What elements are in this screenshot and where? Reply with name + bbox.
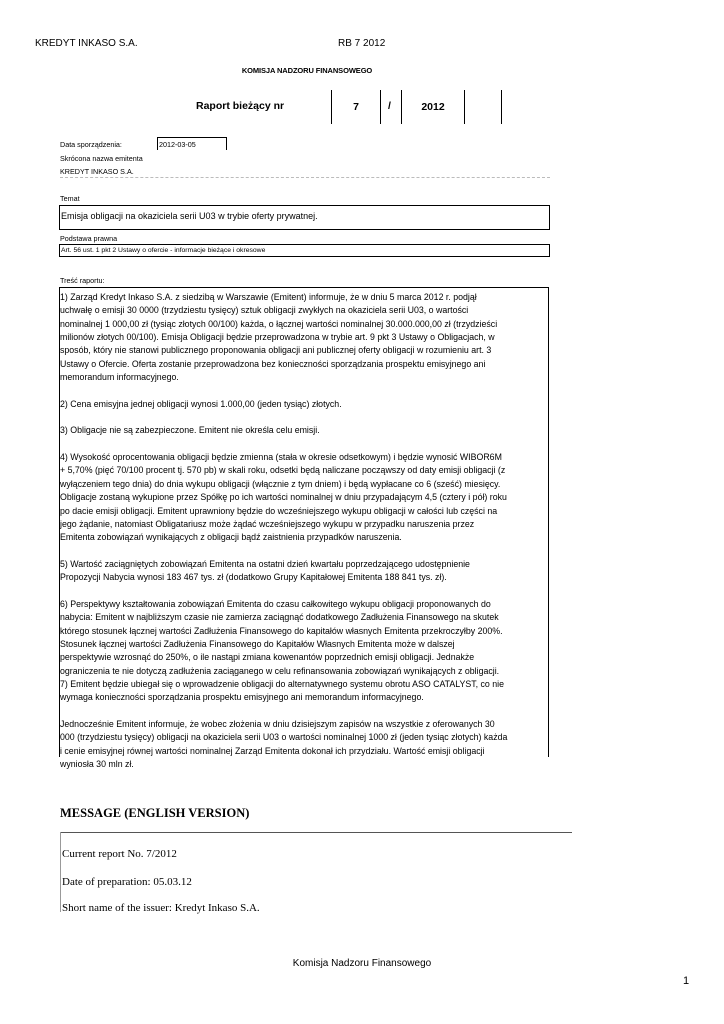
report-extra-box bbox=[464, 90, 502, 124]
content-paragraph-6: 6) Perspektywy kształtowania zobowiązań Emitenta do czasu całkowitego wykupu obligacji proponowanych do nabycia: Emitent w najbliższym czasie nie zamierza zaciągnąć dodatkowego Zadłużenia Finansowego na skutek którego stosunek łącznej wartości Zadłużenia Finansowego do kapitałów własnych Emitenta przekroczyłby 200%. Stosunek łącznej wartości Zadłużenia Finansowego do Kapitałów Własnych Emitenta może w dalszej perspektywie wzrosnąć do 250%, o ile nastąpi zmiana kowenantów poprzednich emisji obligacji. Jednakże ograniczenia te nie dotyczą zadłużenia zaciąganego w celu refinansowania zobowiązań wynikających z obligacji. 7) Emitent będzie ubiegał się o wprowadzenie obligacji do alternatywnego systemu obrotu ASO CATALYST, co nie wymaga konieczności sporządzania prospektu emisyjnego ani memorandum informacyjnego. bbox=[60, 598, 504, 703]
divider bbox=[60, 177, 550, 178]
header-company: KREDYT INKASO S.A. bbox=[35, 38, 138, 49]
report-number-box bbox=[331, 90, 381, 124]
english-section-title: MESSAGE (ENGLISH VERSION) bbox=[60, 806, 250, 820]
english-short-name: Short name of the issuer: Kredyt Inkaso S.A. bbox=[62, 902, 260, 914]
page-number: 1 bbox=[683, 975, 690, 987]
content-paragraph-4: 4) Wysokość oprocentowania obligacji będzie zmienna (stała w okresie odsetkowym) i będzie wynosić WIBOR6M + 5,70% (pięć 70/100 procent tj. 570 pb) w skali roku, odsetki będą naliczane począwszy od daty emisji obligacji (z wyłączeniem tego dnia) do dnia wykupu obligacji (włącznie z tym dniem) i będą wypłacane co 6 (sześć) miesięcy. Obligacje zostaną wykupione przez Spółkę po ich wartości nominalnej w dniu przypadającym 4,5 (cztery i pół) roku po dacie emisji obligacji. Emitent uprawniony będzie do wcześniejszego wykupu obligacji w całości lub części na jego żądanie, natomiast Obligatariusz może żądać wcześniejszego wykupu w przypadku naruszenia przez Emitenta zobowiązań wynikających z obligacji bądź zaistnienia przypadków naruszenia. bbox=[60, 452, 507, 543]
report-separator: / bbox=[388, 100, 391, 112]
legal-basis-value: Art. 56 ust. 1 pkt 2 Ustawy o ofercie - informacje bieżące i okresowe bbox=[59, 244, 550, 257]
report-title: Raport bieżący nr bbox=[196, 100, 285, 112]
report-year: 2012 bbox=[421, 101, 445, 113]
english-report-number: Current report No. 7/2012 bbox=[62, 848, 177, 860]
english-section-rule bbox=[60, 832, 572, 833]
english-section-frame bbox=[60, 832, 61, 912]
legal-basis-label: Podstawa prawna bbox=[60, 234, 118, 243]
report-content bbox=[59, 287, 549, 770]
report-number: 7 bbox=[353, 101, 359, 113]
content-paragraph-3: 3) Obligacje nie są zabezpieczone. Emitent nie określa celu emisji. bbox=[60, 425, 320, 436]
content-label: Treść raportu: bbox=[60, 276, 105, 285]
short-name-value: KREDYT INKASO S.A. bbox=[60, 167, 134, 176]
date-value: 2012-03-05 bbox=[157, 137, 227, 150]
content-paragraph-2: 2) Cena emisyjna jednej obligacji wynosi 1.000,00 (jeden tysiąc) złotych. bbox=[60, 398, 342, 409]
report-year-box bbox=[401, 90, 465, 124]
authority-title: KOMISJA NADZORU FINANSOWEGO bbox=[241, 66, 373, 75]
footer-text: Komisja Nadzoru Finansowego bbox=[292, 958, 432, 969]
content-paragraph-7: Jednocześnie Emitent informuje, że wobec złożenia w dniu dzisiejszym zapisów na wszystkie z oferowanych 30 000 (trzydziestu tysięcy) obligacji na okaziciela serii U03 o wartości nominalnej 1000 zł (jeden tysiąc złotych) każda i cenie emisyjnej równej wartości nominalnej Zarząd Emitenta dokonał ich przydziału. Wartość emisji obligacji wyniosła 30 mln zł. bbox=[60, 719, 508, 770]
content-paragraph-1: 1) Zarząd Kredyt Inkaso S.A. z siedzibą w Warszawie (Emitent) informuje, że w dniu 5 marca 2012 r. podjął uchwałę o emisji 30 0000 (trzydziestu tysięcy) sztuk obligacji zwykłych na okaziciela serii U03, o wartości nominalnej 1 000,00 zł (tysiąc złotych 00/100) każda, o łącznej wartości nominalnej 30.000.000,00 zł (trzydzieści milionów złotych 00/100). Emisja Obligacji będzie przeprowadzona w trybie art. 9 pkt 3 Ustawy o Obligacjach, w sposób, który nie stanowi publicznego proponowania obligacji ani publicznej oferty obligacji w rozumieniu art. 3 Ustawy o Ofercie. Oferta zostanie przeprowadzona bez konieczności sporządzania prospektu emisyjnego ani memorandum informacyjnego. bbox=[60, 292, 498, 383]
subject-label: Temat bbox=[60, 194, 80, 203]
short-name-label: Skrócona nazwa emitenta bbox=[60, 154, 143, 163]
header-report-ref: RB 7 2012 bbox=[338, 38, 386, 49]
content-paragraph-5: 5) Wartość zaciągniętych zobowiązań Emitenta na ostatni dzień kwartału poprzedzającego udostępnienie Propozycji Nabycia wynosi 183 467 tys. zł (dodatkowo Grupy Kapitałowej Emitenta 188 841 tys. zł). bbox=[60, 558, 470, 583]
date-label: Data sporządzenia: bbox=[60, 140, 122, 149]
english-date: Date of preparation: 05.03.12 bbox=[62, 876, 192, 888]
subject-value: Emisja obligacji na okaziciela serii U03 w trybie oferty prywatnej. bbox=[59, 205, 550, 230]
